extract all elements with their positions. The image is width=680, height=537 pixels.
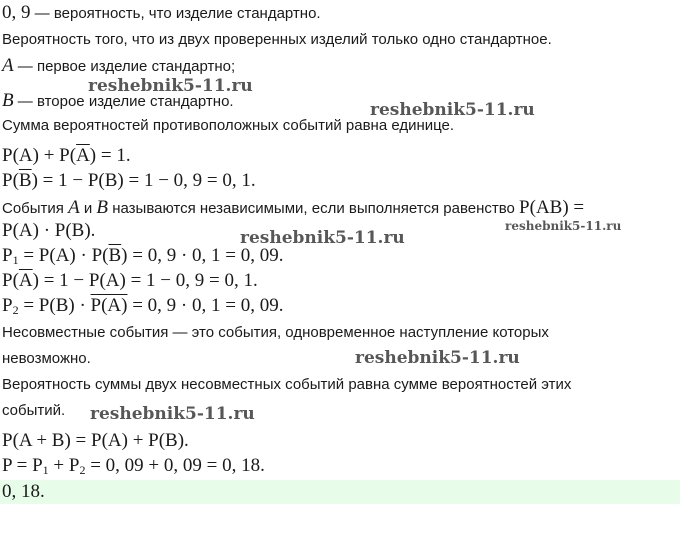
line-events: событий.	[2, 402, 66, 419]
line-probability-standard: 0, 9 — вероятность, что изделие стандартно.	[2, 2, 321, 23]
watermark: reshebnik5-11.ru	[505, 219, 622, 233]
line-event-a: A — первое изделие стандартно;	[2, 55, 236, 76]
line-event-b: B — второе изделие стандартно.	[2, 90, 234, 111]
line-opposite-sum: Сумма вероятностей противоположных событий равна единице.	[2, 117, 455, 134]
formula-p2: $P_2 = P(B) \cdot P(A) = 0$, 9 · 0, 1 = 0, 09.	[2, 295, 284, 317]
watermark: reshebnik5-11.ru	[370, 100, 535, 120]
formula-2: $P(\overline{B}) = 1 - P(B) = 1 - 0$, 9 = 0, 1.	[2, 170, 256, 191]
formula-product: P(A) · P(B).	[2, 220, 96, 241]
formula-p1: $P_1 = P(A) \cdot P(\overline{B}) = 0$, 9 · 0, 1 = 0, 09.	[2, 245, 284, 267]
line-independent: События A и B называются независимыми, если выполняется равенство P(AB) =	[2, 197, 585, 218]
formula-not-a: $P(\overline{A}) = 1 - P(A) = 1 - 0$, 9 = 0, 1.	[2, 270, 258, 291]
answer-value: 0, 18.	[2, 481, 45, 502]
watermark: reshebnik5-11.ru	[240, 228, 405, 248]
line-sum-rule: Вероятность суммы двух несовместных событий равна сумме вероятностей этих	[2, 376, 572, 393]
math-value: 0, 9	[2, 2, 31, 23]
formula-1: $P(A) + P(\overline{A}) = 1$.	[2, 145, 131, 166]
watermark: reshebnik5-11.ru	[88, 76, 253, 96]
line-task: Вероятность того, что из двух проверенных изделий только одно стандартное.	[2, 31, 552, 48]
line-incompatible: Несовместные события — это события, одновременное наступление которых	[2, 324, 549, 341]
line-impossible: невозможно.	[2, 350, 91, 367]
formula-result: $P = P_1 + P_2 = 0$, 09 + 0, 09 = 0, 18.	[2, 455, 265, 477]
formula-sum: P(A + B) = P(A) + P(B).	[2, 430, 189, 451]
answer-highlight	[0, 480, 680, 504]
watermark: reshebnik5-11.ru	[355, 348, 520, 368]
watermark: reshebnik5-11.ru	[90, 404, 255, 424]
